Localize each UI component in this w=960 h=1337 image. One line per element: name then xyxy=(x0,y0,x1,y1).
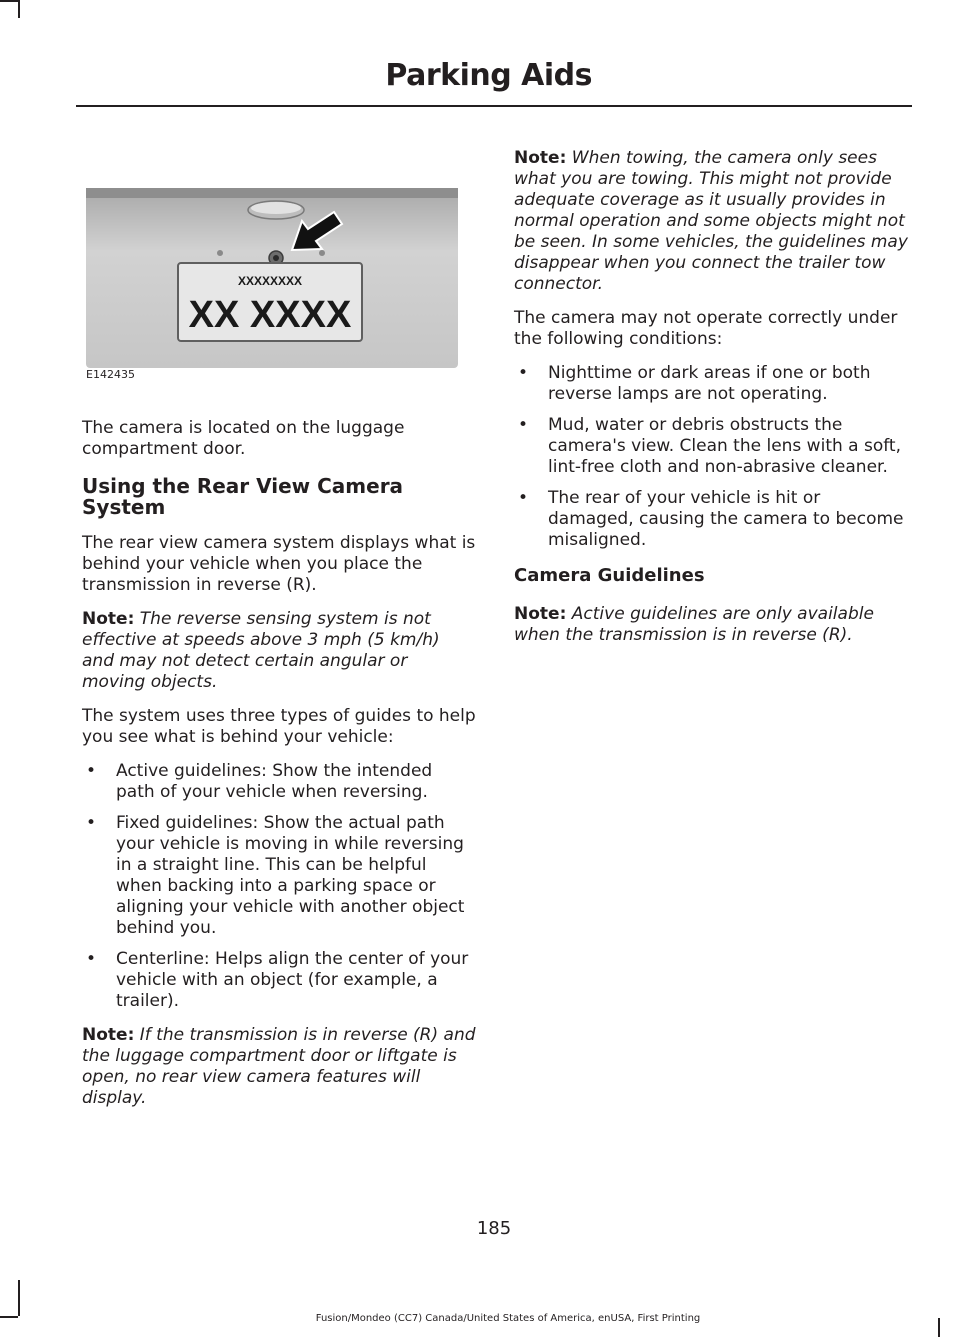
conditions-intro: The camera may not operate correctly under the following conditions: xyxy=(514,308,898,349)
page-number: 185 xyxy=(476,1218,512,1239)
section-heading: Camera Guidelines xyxy=(514,565,705,586)
crop-mark xyxy=(18,1280,20,1316)
list-item xyxy=(82,813,476,939)
list-item xyxy=(82,949,476,1012)
bullet: • xyxy=(86,949,97,969)
plate-main-text: XX XXXX xyxy=(188,294,352,336)
left-column xyxy=(82,418,476,1122)
crop-mark xyxy=(0,0,18,2)
bullet: • xyxy=(518,363,529,383)
bullet: • xyxy=(86,813,97,833)
footer-text: Fusion/Mondeo (CC7) Canada/United States of America, enUSA, First Printing xyxy=(315,1313,701,1324)
list-item-text: Fixed guidelines: Show the actual path your vehicle is moving in while reversing in a straight line. This can be helpful when backing into a parking space or aligning your vehicle with another object behind you. xyxy=(116,813,465,938)
list-item xyxy=(514,415,908,478)
plate-top-text: XXXXXXXX xyxy=(237,274,303,288)
list-item-text: Mud, water or debris obstructs the camera's view. Clean the lens with a soft, lint-free cloth and non-abrasive cleaner. xyxy=(548,415,901,477)
bullet: • xyxy=(518,488,529,508)
list-item-text: Nighttime or dark areas if one or both reverse lamps are not operating. xyxy=(548,363,871,404)
intro-text: The camera is located on the luggage compartment door. xyxy=(82,418,405,459)
list-item xyxy=(82,761,476,803)
rear-camera-illustration xyxy=(86,188,458,368)
note xyxy=(514,604,908,646)
note-body: If the transmission is in reverse (R) and the luggage compartment door or liftgate is open, no rear view camera features will display. xyxy=(82,1025,476,1108)
list-item-text: Centerline: Helps align the center of your vehicle with an object (for example, a trailer). xyxy=(116,949,469,1011)
page-title: Parking Aids xyxy=(385,58,592,93)
figure-id: E142435 xyxy=(86,368,135,381)
list-item-text: Active guidelines: Show the intended path of your vehicle when reversing. xyxy=(116,761,433,802)
note-body: When towing, the camera only sees what you are towing. This might not provide adequate coverage as it usually provides in normal operation and some objects might not be seen. In some vehicles, the guidelines may disappear when you connect the trailer tow connector. xyxy=(514,148,908,294)
note xyxy=(82,1025,476,1109)
header-divider xyxy=(76,105,912,107)
conditions-list xyxy=(514,363,908,551)
note-label: Note: xyxy=(514,148,567,168)
note-body: Active guidelines are only available when the transmission is in reverse (R). xyxy=(514,604,874,645)
note-label: Note: xyxy=(514,604,567,624)
note-label: Note: xyxy=(82,1025,135,1045)
guides-intro: The system uses three types of guides to help you see what is behind your vehicle: xyxy=(82,706,476,747)
list-item xyxy=(514,488,908,551)
list-item xyxy=(514,363,908,405)
section-body: The rear view camera system displays what is behind your vehicle when you place the transmission in reverse (R). xyxy=(82,533,476,595)
bullet: • xyxy=(86,761,97,781)
section-heading: Using the Rear View Camera System xyxy=(82,474,404,519)
note-label: Note: xyxy=(82,609,135,629)
right-column xyxy=(514,148,908,659)
crop-mark xyxy=(18,0,20,18)
guide-list xyxy=(82,761,476,1012)
note-body: The reverse sensing system is not effective at speeds above 3 mph (5 km/h) and may not detect certain angular or moving objects. xyxy=(82,609,440,692)
note xyxy=(514,148,908,295)
bullet: • xyxy=(518,415,529,435)
note xyxy=(82,609,476,693)
list-item-text: The rear of your vehicle is hit or damaged, causing the camera to become misaligned. xyxy=(548,488,904,550)
